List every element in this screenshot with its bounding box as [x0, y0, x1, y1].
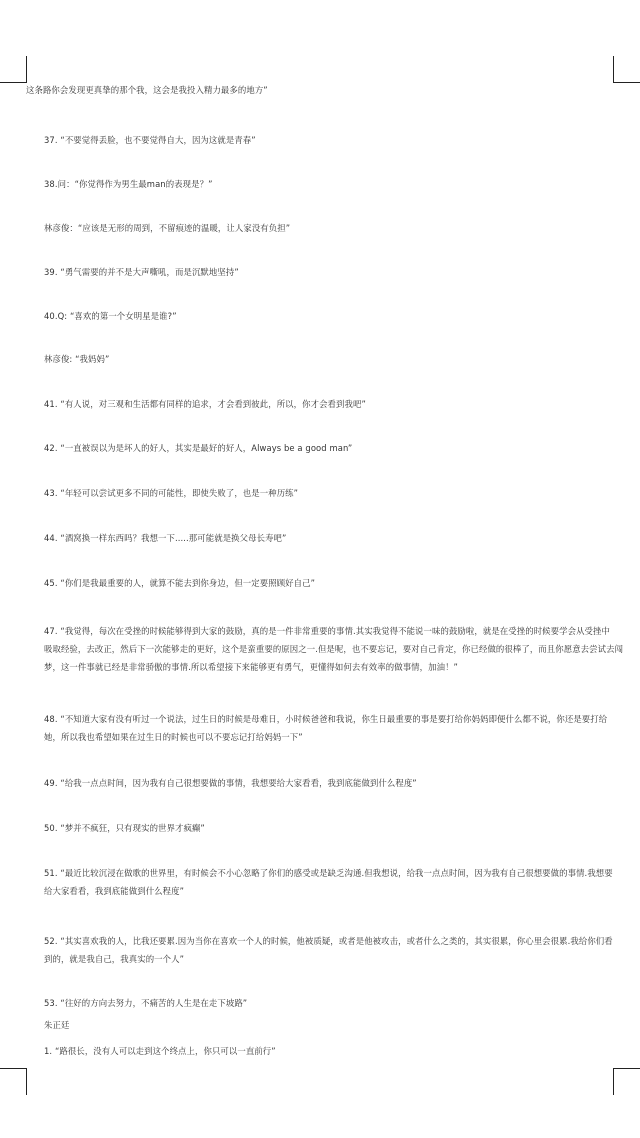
quote-line-38-answer: 林彦俊：“应该是无形的周到，不留痕迹的温暖，让人家没有负担” — [44, 223, 291, 233]
crop-mark-bottom-right — [613, 1068, 640, 1095]
quote-line-36-end: 这条路你会发现更真挚的那个我，这会是我投入精力最多的地方” — [26, 85, 268, 95]
quote-line-43: 43. “年轻可以尝试更多不同的可能性，即使失败了，也是一种历练” — [44, 488, 299, 498]
quote-paragraph-47 — [44, 622, 624, 676]
quote-line-42: 42. “一直被误以为是坏人的好人，其实是最好的好人，Always be a good man” — [44, 443, 353, 453]
quote-paragraph-52 — [44, 932, 616, 968]
quote-paragraph-51 — [44, 864, 616, 900]
paragraph-line: 给大家看看，我到底能做到什么程度” — [44, 886, 185, 896]
paragraph-line: 她，所以我也希望如果在过生日的时候也可以不要忘记打给妈妈一下” — [44, 732, 303, 742]
paragraph-line: 48. “不知道大家有没有听过一个说法，过生日的时候是母难日，小时候爸爸和我说，你生日最重要的事是要打给你妈妈即便什么都不说，你还是要打给 — [44, 714, 608, 724]
paragraph-line: 51. “最近比较沉浸在做歌的世界里，有时候会不小心忽略了你们的感受或是缺乏沟通.但我想说，给我一点点时间，因为我有自己很想要做的事情.我想要 — [44, 868, 613, 878]
quote-line-37: 37. “不要觉得丢脸，也不要觉得自大，因为这就是青春” — [44, 135, 256, 145]
quote-line-53: 53. “往好的方向去努力，不痛苦的人生是在走下坡路” — [44, 998, 248, 1008]
quote-line-50: 50. “梦并不疯狂，只有现实的世界才疯癫” — [44, 823, 205, 833]
paragraph-line: 吸取经验，去改正，然后下一次能够走的更好，这个是蛮重要的原因之一.但是呢，也不要忘记，要对自己肯定，你已经做的很棒了，而且你愿意去尝试去闯 — [44, 644, 624, 654]
quote-line-zhu-1: 1. “路很长，没有人可以走到这个终点上，你只可以一直前行” — [44, 1046, 276, 1056]
paragraph-line: 47. “我觉得，每次在受挫的时候能够得到大家的鼓励，真的是一件非常重要的事情.其实我觉得不能说一味的鼓励啦，就是在受挫的时候要学会从受挫中 — [44, 626, 610, 636]
crop-mark-top-right — [613, 56, 640, 83]
quote-line-38-question: 38.问：“你觉得作为男生最man的表现是？” — [44, 179, 213, 189]
quote-line-40-question: 40.Q: “喜欢的第一个女明星是谁?” — [44, 311, 177, 321]
quote-line-44: 44. “酒窝换一样东西吗？我想一下.....那可能就是换父母长寿吧” — [44, 533, 287, 543]
section-name-heading: 朱正廷 — [44, 1020, 70, 1030]
quote-paragraph-48 — [44, 710, 616, 746]
quote-line-41: 41. “有人说，对三观和生活都有同样的追求，才会看到彼此，所以，你才会看到我吧” — [44, 399, 366, 409]
quote-line-45: 45. “你们是我最重要的人，就算不能去到你身边，但一定要照顾好自己” — [44, 578, 316, 588]
paragraph-line: 梦，这一件事就已经是非常骄傲的事情.所以希望接下来能够更有勇气，更懂得如何去有效率的做事情，加油！” — [44, 662, 458, 672]
paragraph-line: 52. “其实喜欢我的人，比我还要累.因为当你在喜欢一个人的时候，他被质疑，或者是他被攻击，或者什么之类的，其实很累，你心里会很累.我给你们看 — [44, 936, 613, 946]
crop-mark-bottom-left — [0, 1068, 27, 1095]
paragraph-line: 到的，就是我自己，我真实的一个人” — [44, 954, 185, 964]
quote-line-40-answer: 林彦俊: “我妈妈” — [44, 354, 110, 364]
quote-line-49: 49. “给我一点点时间，因为我有自己很想要做的事情，我想要给大家看看，我到底能做到什么程度” — [44, 778, 417, 788]
quote-line-39: 39. “勇气需要的并不是大声嘶吼，而是沉默地坚持” — [44, 267, 239, 277]
crop-mark-top-left — [0, 56, 27, 83]
